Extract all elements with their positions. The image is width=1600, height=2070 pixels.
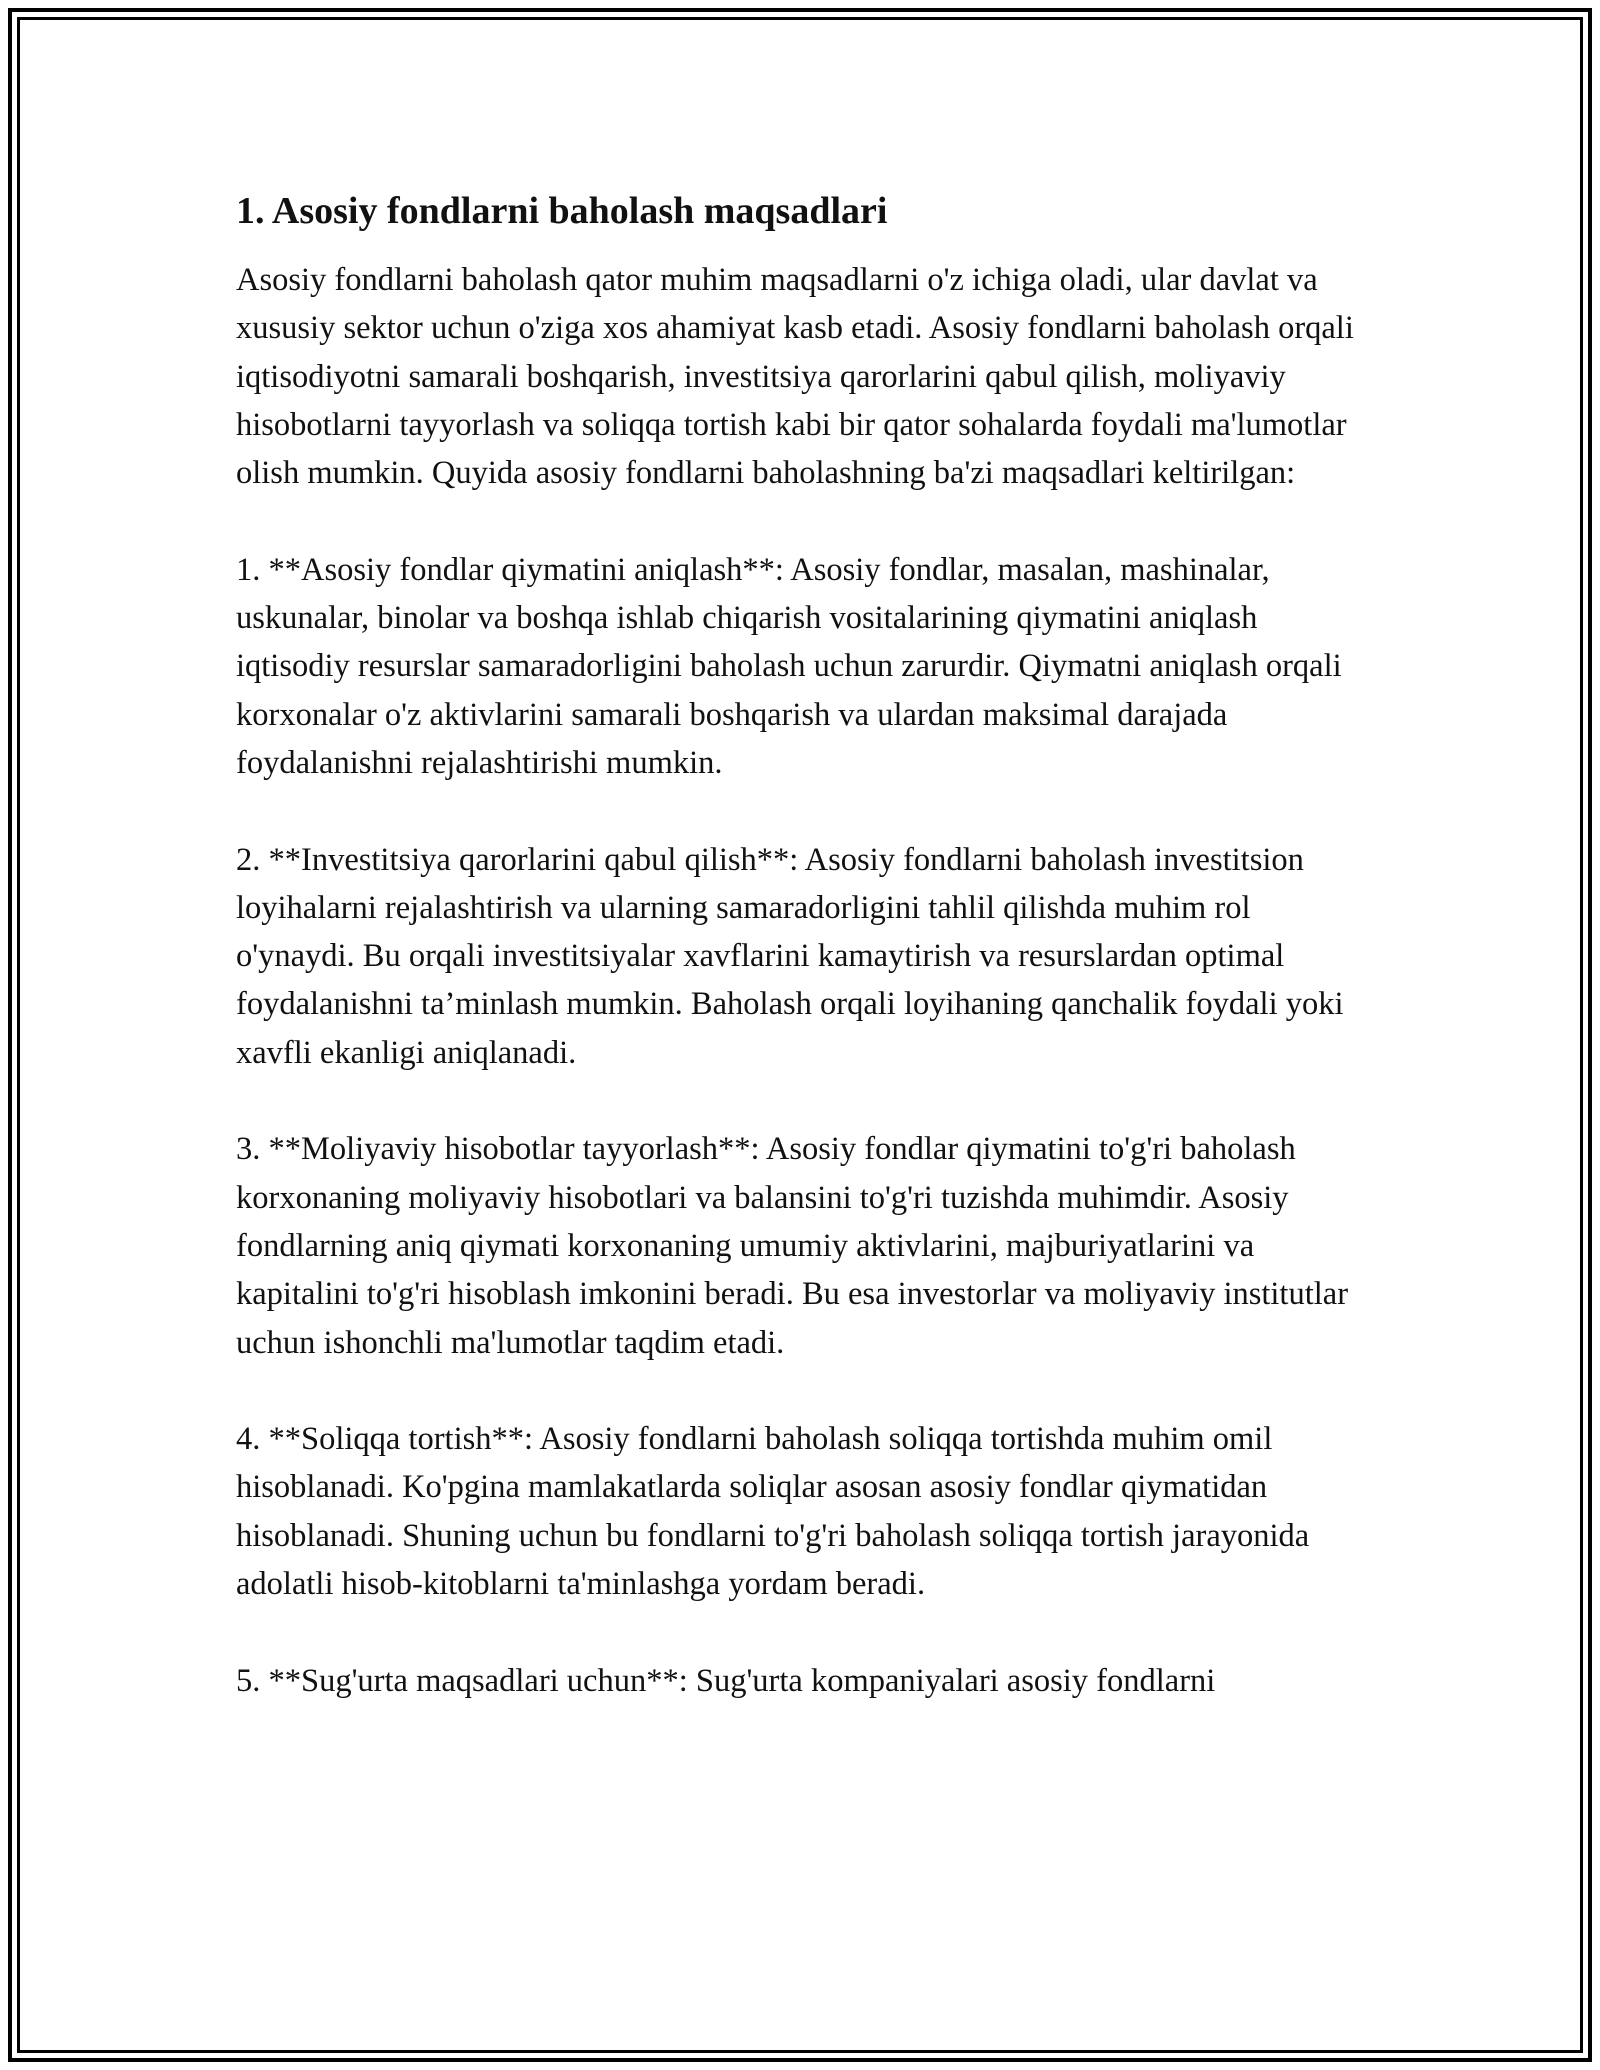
list-item-4: 4. **Soliqqa tortish**: Asosiy fondlarni baholash soliqqa tortishda muhim omil hisoblanadi. Ko'pgina mamlakatlarda soliqlar asosan asosiy fondlar qiymatidan hisoblanadi. Shuning uchun bu fondlarni to'g'ri baholash soliqqa tortish jarayonida adolatli hisob-kitoblarni ta'minlashga yordam beradi. [236, 1421, 1310, 1603]
list-item-2: 2. **Investitsiya qarorlarini qabul qilish**: Asosiy fondlarni baholash investitsion loyihalarni rejalashtirish va ularning samaradorligini tahlil qilishda muhim rol o'ynaydi. Bu orqali investitsiyalar xavflarini kamaytirish va resurslardan optimal foydalanishni ta’minlash mumkin. Baholash orqali loyihaning qanchalik foydali yoki xavfli ekanligi aniqlanadi. [236, 841, 1344, 1071]
list-item-1: 1. **Asosiy fondlar qiymatini aniqlash**: Asosiy fondlar, masalan, mashinalar, uskunalar, binolar va boshqa ishlab chiqarish vositalarining qiymatini aniqlash iqtisodiy resurslar samaradorligini baholash uchun zarurdir. Qiymatni aniqlash orqali korxonalar o'z aktivlarini samarali boshqarish va ulardan maksimal darajada foydalanishni rejalashtirishi mumkin. [236, 551, 1342, 781]
section-heading: 1. Asosiy fondlarni baholash maqsadlari [236, 190, 888, 232]
document-body [236, 186, 1366, 1753]
list-item-3: 3. **Moliyaviy hisobotlar tayyorlash**: Asosiy fondlar qiymatini to'g'ri baholash korxonaning moliyaviy hisobotlari va balansini to'g'ri tuzishda muhimdir. Asosiy fondlarning aniq qiymati korxonaning umumiy aktivlarini, majburiyatlarini va kapitalini to'g'ri hisoblash imkonini beradi. Bu esa investorlar va moliyaviy institutlar uchun ishonchli ma'lumotlar taqdim etadi. [236, 1131, 1349, 1361]
list-item-5: 5. **Sug'urta maqsadlari uchun**: Sug'urta kompaniyalari asosiy fondlarni [236, 1662, 1216, 1699]
intro-paragraph: Asosiy fondlarni baholash qator muhim maqsadlarni o'z ichiga oladi, ular davlat va xususiy sektor uchun o'ziga xos ahamiyat kasb etadi. Asosiy fondlarni baholash orqali iqtisodiyotni samarali boshqarish, investitsiya qarorlarini qabul qilish, moliyaviy hisobotlarni tayyorlash va soliqqa tortish kabi bir qator sohalarda foydali ma'lumotlar olish mumkin. Quyida asosiy fondlarni baholashning ba'zi maqsadlari keltirilgan: [236, 262, 1354, 492]
